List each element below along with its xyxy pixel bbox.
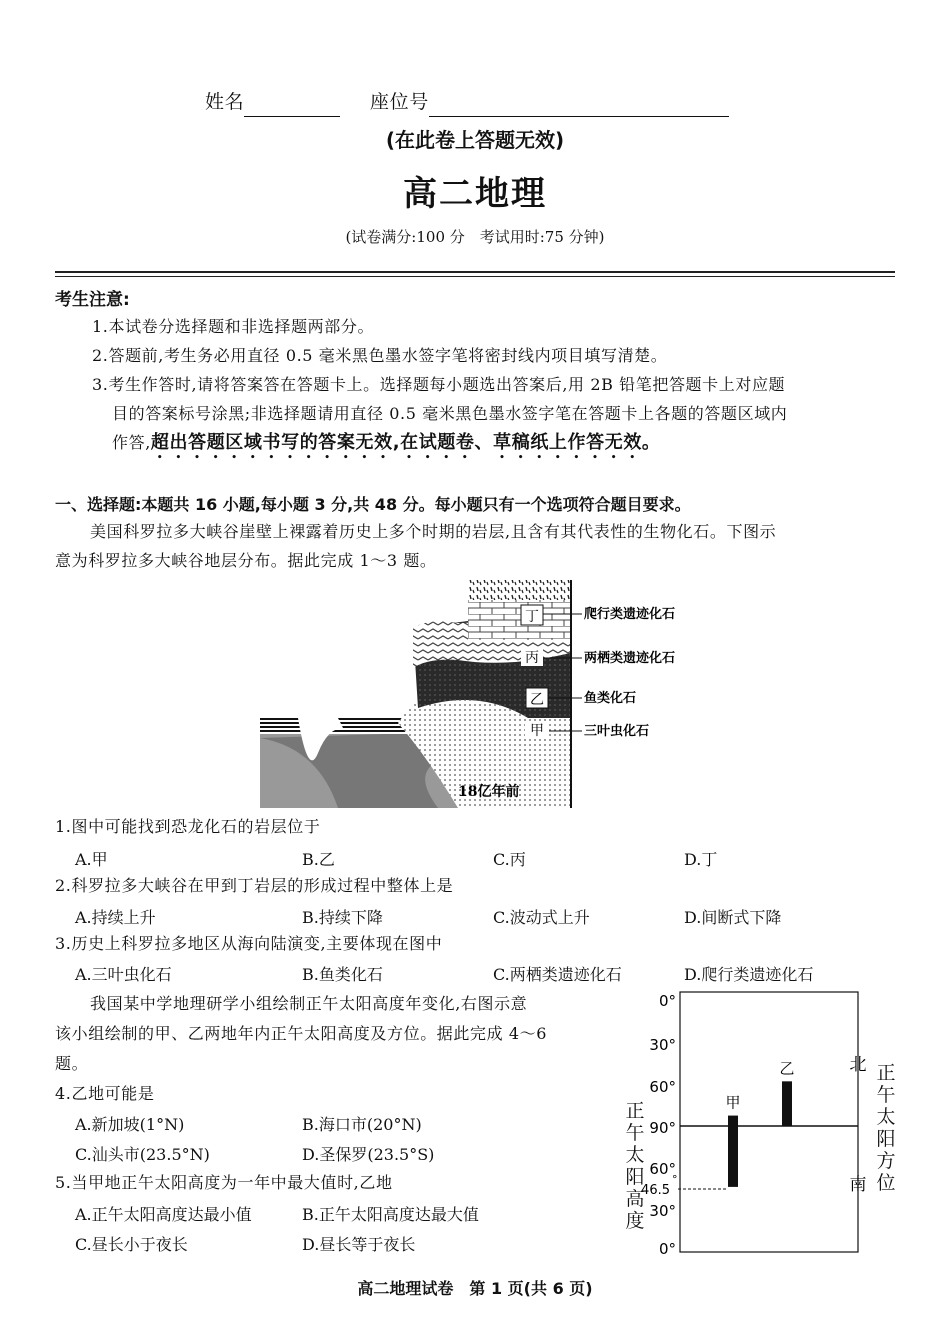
name-field[interactable] [205, 88, 340, 117]
q5-option-d[interactable]: D.昼长等于夜长 [302, 1235, 416, 1254]
seat-blank[interactable] [429, 96, 729, 117]
passage2-line3: 题。 [55, 1054, 89, 1073]
y-axis-label-right: 正午太阳方位 [876, 1062, 896, 1194]
notice-item-3b: 目的答案标号涂黑;非选择题请用直径 0.5 毫米黑色墨水签字笔在答题卡上各题的答题区域内 [112, 404, 788, 423]
exam-meta: (试卷满分:100 分 考试用时:75 分钟) [345, 228, 605, 246]
divider-top [55, 271, 895, 273]
layer-label-bing: 丙 [525, 650, 539, 666]
tick-60-lower: 60° [649, 1160, 676, 1178]
q5-option-a[interactable]: A.正午太阳高度达最小值 [75, 1205, 252, 1224]
q4-option-a[interactable]: A.新加坡(1°N) [75, 1115, 185, 1134]
seat-label: 座位号 [370, 91, 429, 113]
bar-jia [728, 1116, 738, 1187]
name-label: 姓名 [205, 91, 245, 113]
q4-stem: 4.乙地可能是 [55, 1084, 155, 1103]
tick-30-lower: 30° [649, 1202, 676, 1220]
north-label: 北 [849, 1055, 867, 1075]
sun-altitude-chart [620, 990, 900, 1260]
fossil-label-reptile: 爬行类遗迹化石 [584, 607, 676, 622]
section1-intro-1: 美国科罗拉多大峡谷崖壁上裸露着历史上多个时期的岩层,且含有其代表性的生物化石。下图示 [90, 522, 777, 541]
notice-item-2: 2.答题前,考生务必用直径 0.5 毫米黑色墨水签字笔将密封线内项目填写清楚。 [92, 346, 668, 365]
q3-option-b[interactable]: B.鱼类化石 [302, 965, 383, 984]
passage2-line1: 我国某中学地理研学小组绘制正午太阳高度年变化,右图示意 [90, 994, 528, 1013]
q3-stem: 3.历史上科罗拉多地区从海向陆演变,主要体现在图中 [55, 934, 443, 953]
tick-90: 90° [649, 1119, 676, 1137]
q4-option-c[interactable]: C.汕头市(23.5°N) [75, 1145, 210, 1164]
fossil-label-fish: 鱼类化石 [584, 691, 637, 706]
passage2-line2: 该小组绘制的甲、乙两地年内正午太阳高度及方位。据此完成 4～6 [55, 1024, 548, 1043]
bar-label-yi: 乙 [779, 1059, 795, 1078]
notice-emphasis: 超出答题区域书写的答案无效,在试题卷、草稿纸上作答无效。 [150, 432, 661, 453]
q2-option-b[interactable]: B.持续下降 [302, 908, 383, 927]
invalid-note: (在此卷上答题无效) [385, 128, 565, 152]
q5-option-b[interactable]: B.正午太阳高度达最大值 [302, 1205, 479, 1224]
fossil-label-amphibian: 两栖类遗迹化石 [584, 651, 676, 666]
notice-item-3a: 3.考生作答时,请将答案答在答题卡上。选择题每小题选出答案后,用 2B 铅笔把答题卡上对应题 [92, 375, 786, 394]
fossil-label-trilobite: 三叶虫化石 [584, 724, 650, 739]
layer-label-ding: 丁 [525, 609, 539, 625]
notice-item-3c [112, 428, 661, 463]
q5-stem: 5.当甲地正午太阳高度为一年中最大值时,乙地 [55, 1173, 393, 1192]
tick-0-upper: 0° [658, 992, 676, 1010]
q3-option-c[interactable]: C.两栖类遗迹化石 [493, 965, 622, 984]
notice-item-1: 1.本试卷分选择题和非选择题两部分。 [92, 317, 375, 336]
tick-30-upper: 30° [649, 1036, 676, 1054]
q3-option-d[interactable]: D.爬行类遗迹化石 [684, 965, 814, 984]
annotation-degree: ° [672, 1173, 678, 1186]
name-blank[interactable] [244, 96, 340, 117]
q2-option-c[interactable]: C.波动式上升 [493, 908, 590, 927]
q4-option-d[interactable]: D.圣保罗(23.5°S) [302, 1145, 435, 1164]
layer-label-yi: 乙 [530, 692, 544, 708]
section1-heading: 一、选择题:本题共 16 小题,每小题 3 分,共 48 分。每小题只有一个选项符合题目要求。 [55, 495, 691, 514]
q2-option-a[interactable]: A.持续上升 [75, 908, 156, 927]
q2-stem: 2.科罗拉多大峡谷在甲到丁岩层的形成过程中整体上是 [55, 876, 454, 895]
y-axis-label-left: 正午太阳高度 [625, 1100, 645, 1232]
tick-60-upper: 60° [649, 1078, 676, 1096]
annotation-46-5: 46.5 [641, 1183, 670, 1198]
south-label: 南 [849, 1175, 867, 1195]
page-title: 高二地理 [403, 174, 547, 214]
q3-option-a[interactable]: A.三叶虫化石 [75, 965, 172, 984]
bar-label-jia: 甲 [725, 1093, 741, 1112]
chart-frame [680, 992, 858, 1252]
q1-stem: 1.图中可能找到恐龙化石的岩层位于 [55, 817, 321, 836]
base-age-label: 18亿年前 [458, 784, 520, 800]
layer-label-jia: 甲 [530, 723, 544, 739]
layer-top [468, 580, 570, 600]
q2-option-d[interactable]: D.间断式下降 [684, 908, 782, 927]
q5-option-c[interactable]: C.昼长小于夜长 [75, 1235, 188, 1254]
notice-heading: 考生注意: [55, 290, 130, 310]
bar-yi [782, 1081, 792, 1126]
strata-figure [258, 578, 698, 810]
q1-option-a[interactable]: A.甲 [75, 850, 108, 869]
q1-option-c[interactable]: C.丙 [493, 850, 526, 869]
q1-option-d[interactable]: D.丁 [684, 850, 718, 869]
section1-intro-2: 意为科罗拉多大峡谷地层分布。据此完成 1～3 题。 [55, 551, 437, 570]
divider-bottom [55, 276, 895, 277]
seat-field[interactable] [370, 88, 729, 117]
notice-item-3c-text: 作答, [112, 433, 151, 452]
page-footer: 高二地理试卷 第 1 页(共 6 页) [357, 1279, 593, 1298]
layer-ding [468, 598, 570, 640]
q1-option-b[interactable]: B.乙 [302, 850, 335, 869]
q4-option-b[interactable]: B.海口市(20°N) [302, 1115, 422, 1134]
tick-0-lower: 0° [658, 1240, 676, 1258]
